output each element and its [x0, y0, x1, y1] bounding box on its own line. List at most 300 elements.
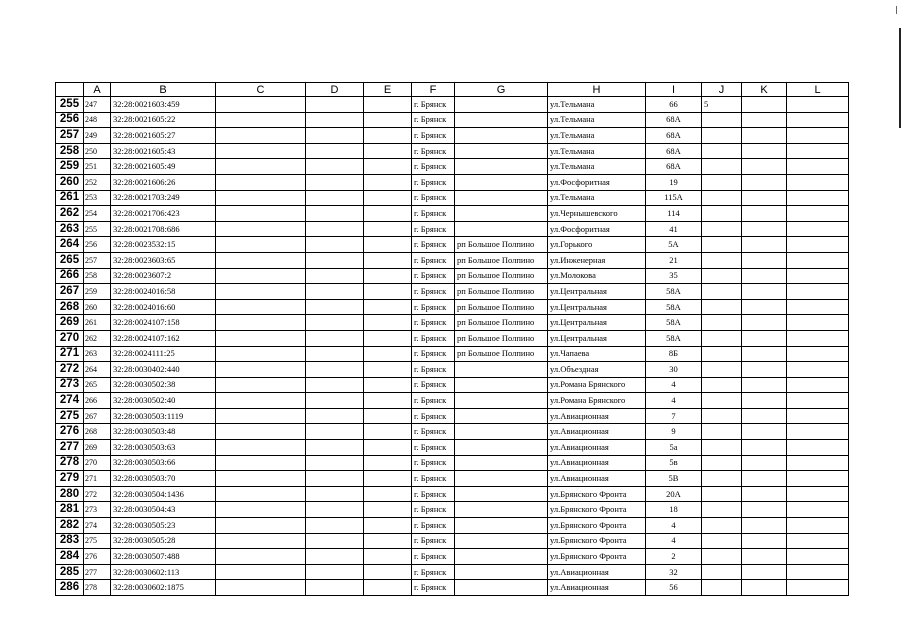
- cell-g[interactable]: рп Большое Полпино: [455, 252, 548, 268]
- cell-g[interactable]: [455, 174, 548, 190]
- cell-l[interactable]: [787, 143, 849, 159]
- row-number-cell[interactable]: 258: [56, 143, 84, 159]
- cell-e[interactable]: [364, 471, 412, 487]
- cell-b[interactable]: 32:28:0030602:113: [111, 564, 216, 580]
- cell-i[interactable]: 58А: [646, 330, 702, 346]
- cell-d[interactable]: [306, 471, 364, 487]
- cell-g[interactable]: [455, 128, 548, 144]
- cell-f[interactable]: г. Брянск: [412, 237, 455, 253]
- column-header-g[interactable]: G: [455, 83, 548, 97]
- cell-l[interactable]: [787, 174, 849, 190]
- cell-e[interactable]: [364, 190, 412, 206]
- cell-j[interactable]: [702, 299, 742, 315]
- cell-g[interactable]: [455, 533, 548, 549]
- cell-i[interactable]: 58А: [646, 315, 702, 331]
- cell-i[interactable]: 19: [646, 174, 702, 190]
- cell-l[interactable]: [787, 580, 849, 596]
- cell-b[interactable]: 32:28:0030503:48: [111, 424, 216, 440]
- cell-h[interactable]: ул.Авиационная: [548, 471, 646, 487]
- cell-c[interactable]: [216, 533, 306, 549]
- cell-c[interactable]: [216, 455, 306, 471]
- cell-j[interactable]: [702, 580, 742, 596]
- cell-b[interactable]: 32:28:0021605:22: [111, 112, 216, 128]
- row-number-cell[interactable]: 266: [56, 268, 84, 284]
- cell-h[interactable]: ул.Горького: [548, 237, 646, 253]
- cell-j[interactable]: [702, 518, 742, 534]
- cell-e[interactable]: [364, 330, 412, 346]
- cell-e[interactable]: [364, 486, 412, 502]
- cell-j[interactable]: [702, 237, 742, 253]
- row-number-cell[interactable]: 269: [56, 315, 84, 331]
- cell-e[interactable]: [364, 362, 412, 378]
- cell-h[interactable]: ул.Тельмана: [548, 190, 646, 206]
- cell-k[interactable]: [742, 284, 787, 300]
- cell-e[interactable]: [364, 221, 412, 237]
- cell-e[interactable]: [364, 455, 412, 471]
- cell-a[interactable]: 263: [84, 346, 111, 362]
- cell-b[interactable]: 32:28:0030505:23: [111, 518, 216, 534]
- cell-b[interactable]: 32:28:0023607:2: [111, 268, 216, 284]
- cell-f[interactable]: г. Брянск: [412, 549, 455, 565]
- cell-d[interactable]: [306, 112, 364, 128]
- cell-l[interactable]: [787, 549, 849, 565]
- cell-e[interactable]: [364, 112, 412, 128]
- cell-a[interactable]: 269: [84, 440, 111, 456]
- cell-h[interactable]: ул.Чернышевского: [548, 206, 646, 222]
- cell-h[interactable]: ул.Авиационная: [548, 580, 646, 596]
- cell-l[interactable]: [787, 377, 849, 393]
- cell-h[interactable]: ул.Инженерная: [548, 252, 646, 268]
- cell-d[interactable]: [306, 221, 364, 237]
- cell-k[interactable]: [742, 268, 787, 284]
- cell-c[interactable]: [216, 362, 306, 378]
- cell-i[interactable]: 4: [646, 377, 702, 393]
- cell-l[interactable]: [787, 268, 849, 284]
- cell-f[interactable]: г. Брянск: [412, 564, 455, 580]
- cell-d[interactable]: [306, 518, 364, 534]
- cell-g[interactable]: рп Большое Полпино: [455, 299, 548, 315]
- row-number-cell[interactable]: 285: [56, 564, 84, 580]
- cell-f[interactable]: г. Брянск: [412, 112, 455, 128]
- cell-b[interactable]: 32:28:0021708:686: [111, 221, 216, 237]
- cell-i[interactable]: 30: [646, 362, 702, 378]
- cell-k[interactable]: [742, 174, 787, 190]
- cell-c[interactable]: [216, 190, 306, 206]
- cell-k[interactable]: [742, 346, 787, 362]
- cell-d[interactable]: [306, 330, 364, 346]
- cell-h[interactable]: ул.Авиационная: [548, 408, 646, 424]
- cell-k[interactable]: [742, 299, 787, 315]
- cell-g[interactable]: [455, 486, 548, 502]
- cell-a[interactable]: 277: [84, 564, 111, 580]
- column-header-c[interactable]: C: [216, 83, 306, 97]
- cell-j[interactable]: [702, 424, 742, 440]
- cell-d[interactable]: [306, 486, 364, 502]
- cell-f[interactable]: г. Брянск: [412, 97, 455, 113]
- cell-f[interactable]: г. Брянск: [412, 455, 455, 471]
- cell-g[interactable]: [455, 549, 548, 565]
- cell-h[interactable]: ул.Объездная: [548, 362, 646, 378]
- cell-b[interactable]: 32:28:0030505:28: [111, 533, 216, 549]
- row-number-cell[interactable]: 277: [56, 440, 84, 456]
- cell-j[interactable]: [702, 549, 742, 565]
- cell-d[interactable]: [306, 533, 364, 549]
- cell-h[interactable]: ул.Центральная: [548, 315, 646, 331]
- row-number-cell[interactable]: 260: [56, 174, 84, 190]
- cell-g[interactable]: [455, 143, 548, 159]
- row-number-cell[interactable]: 279: [56, 471, 84, 487]
- cell-i[interactable]: 5В: [646, 471, 702, 487]
- cell-e[interactable]: [364, 580, 412, 596]
- cell-d[interactable]: [306, 424, 364, 440]
- cell-l[interactable]: [787, 346, 849, 362]
- cell-j[interactable]: [702, 377, 742, 393]
- cell-b[interactable]: 32:28:0030503:63: [111, 440, 216, 456]
- cell-j[interactable]: 5: [702, 97, 742, 113]
- row-number-cell[interactable]: 275: [56, 408, 84, 424]
- cell-a[interactable]: 276: [84, 549, 111, 565]
- cell-j[interactable]: [702, 564, 742, 580]
- cell-f[interactable]: г. Брянск: [412, 268, 455, 284]
- cell-e[interactable]: [364, 159, 412, 175]
- cell-g[interactable]: рп Большое Полпино: [455, 268, 548, 284]
- cell-h[interactable]: ул.Тельмана: [548, 97, 646, 113]
- cell-l[interactable]: [787, 455, 849, 471]
- cell-k[interactable]: [742, 206, 787, 222]
- cell-h[interactable]: ул.Авиационная: [548, 455, 646, 471]
- cell-i[interactable]: 58А: [646, 299, 702, 315]
- cell-e[interactable]: [364, 268, 412, 284]
- cell-f[interactable]: г. Брянск: [412, 518, 455, 534]
- cell-a[interactable]: 256: [84, 237, 111, 253]
- column-header-b[interactable]: B: [111, 83, 216, 97]
- cell-f[interactable]: г. Брянск: [412, 580, 455, 596]
- cell-j[interactable]: [702, 471, 742, 487]
- cell-g[interactable]: рп Большое Полпино: [455, 330, 548, 346]
- cell-l[interactable]: [787, 112, 849, 128]
- cell-a[interactable]: 254: [84, 206, 111, 222]
- cell-b[interactable]: 32:28:0030507:488: [111, 549, 216, 565]
- cell-d[interactable]: [306, 284, 364, 300]
- cell-i[interactable]: 5а: [646, 440, 702, 456]
- cell-d[interactable]: [306, 408, 364, 424]
- cell-l[interactable]: [787, 128, 849, 144]
- cell-k[interactable]: [742, 362, 787, 378]
- cell-f[interactable]: г. Брянск: [412, 393, 455, 409]
- cell-i[interactable]: 5А: [646, 237, 702, 253]
- cell-j[interactable]: [702, 112, 742, 128]
- cell-f[interactable]: г. Брянск: [412, 206, 455, 222]
- cell-f[interactable]: г. Брянск: [412, 346, 455, 362]
- cell-c[interactable]: [216, 315, 306, 331]
- cell-d[interactable]: [306, 174, 364, 190]
- cell-b[interactable]: 32:28:0024016:60: [111, 299, 216, 315]
- cell-i[interactable]: 4: [646, 393, 702, 409]
- cell-f[interactable]: г. Брянск: [412, 424, 455, 440]
- cell-k[interactable]: [742, 486, 787, 502]
- cell-b[interactable]: 32:28:0030503:70: [111, 471, 216, 487]
- cell-f[interactable]: г. Брянск: [412, 362, 455, 378]
- cell-i[interactable]: 66: [646, 97, 702, 113]
- cell-c[interactable]: [216, 549, 306, 565]
- cell-c[interactable]: [216, 206, 306, 222]
- cell-l[interactable]: [787, 221, 849, 237]
- cell-k[interactable]: [742, 315, 787, 331]
- cell-a[interactable]: 266: [84, 393, 111, 409]
- cell-e[interactable]: [364, 518, 412, 534]
- cell-e[interactable]: [364, 237, 412, 253]
- cell-c[interactable]: [216, 471, 306, 487]
- cell-a[interactable]: 261: [84, 315, 111, 331]
- row-number-cell[interactable]: 263: [56, 221, 84, 237]
- cell-d[interactable]: [306, 346, 364, 362]
- cell-d[interactable]: [306, 128, 364, 144]
- cell-g[interactable]: рп Большое Полпино: [455, 284, 548, 300]
- cell-h[interactable]: ул.Авиационная: [548, 440, 646, 456]
- cell-i[interactable]: 20А: [646, 486, 702, 502]
- cell-i[interactable]: 68А: [646, 128, 702, 144]
- cell-e[interactable]: [364, 97, 412, 113]
- cell-b[interactable]: 32:28:0023603:65: [111, 252, 216, 268]
- cell-e[interactable]: [364, 502, 412, 518]
- cell-l[interactable]: [787, 159, 849, 175]
- cell-d[interactable]: [306, 299, 364, 315]
- cell-h[interactable]: ул.Авиационная: [548, 564, 646, 580]
- cell-h[interactable]: ул.Брянского Фронта: [548, 486, 646, 502]
- cell-i[interactable]: 2: [646, 549, 702, 565]
- cell-k[interactable]: [742, 533, 787, 549]
- row-number-cell[interactable]: 276: [56, 424, 84, 440]
- row-number-cell[interactable]: 283: [56, 533, 84, 549]
- cell-k[interactable]: [742, 471, 787, 487]
- cell-k[interactable]: [742, 424, 787, 440]
- cell-d[interactable]: [306, 206, 364, 222]
- cell-j[interactable]: [702, 221, 742, 237]
- cell-j[interactable]: [702, 190, 742, 206]
- cell-g[interactable]: рп Большое Полпино: [455, 315, 548, 331]
- cell-d[interactable]: [306, 564, 364, 580]
- cell-g[interactable]: [455, 455, 548, 471]
- cell-i[interactable]: 21: [646, 252, 702, 268]
- cell-h[interactable]: ул.Романа Брянского: [548, 377, 646, 393]
- cell-k[interactable]: [742, 518, 787, 534]
- cell-i[interactable]: 5в: [646, 455, 702, 471]
- cell-j[interactable]: [702, 393, 742, 409]
- cell-b[interactable]: 32:28:0021706:423: [111, 206, 216, 222]
- cell-j[interactable]: [702, 315, 742, 331]
- cell-a[interactable]: 259: [84, 284, 111, 300]
- cell-h[interactable]: ул.Молокова: [548, 268, 646, 284]
- cell-l[interactable]: [787, 362, 849, 378]
- cell-f[interactable]: г. Брянск: [412, 533, 455, 549]
- cell-b[interactable]: 32:28:0030502:40: [111, 393, 216, 409]
- cell-f[interactable]: г. Брянск: [412, 471, 455, 487]
- cell-h[interactable]: ул.Центральная: [548, 299, 646, 315]
- cell-k[interactable]: [742, 564, 787, 580]
- cell-h[interactable]: ул.Фосфоритная: [548, 221, 646, 237]
- cell-c[interactable]: [216, 330, 306, 346]
- cell-k[interactable]: [742, 190, 787, 206]
- column-header-l[interactable]: L: [787, 83, 849, 97]
- cell-f[interactable]: г. Брянск: [412, 221, 455, 237]
- cell-e[interactable]: [364, 533, 412, 549]
- cell-k[interactable]: [742, 393, 787, 409]
- row-number-cell[interactable]: 273: [56, 377, 84, 393]
- cell-j[interactable]: [702, 455, 742, 471]
- cell-a[interactable]: 250: [84, 143, 111, 159]
- cell-e[interactable]: [364, 174, 412, 190]
- cell-e[interactable]: [364, 440, 412, 456]
- cell-b[interactable]: 32:28:0030502:38: [111, 377, 216, 393]
- cell-f[interactable]: г. Брянск: [412, 190, 455, 206]
- cell-d[interactable]: [306, 455, 364, 471]
- row-number-cell[interactable]: 282: [56, 518, 84, 534]
- cell-d[interactable]: [306, 252, 364, 268]
- cell-f[interactable]: г. Брянск: [412, 143, 455, 159]
- cell-b[interactable]: 32:28:0024016:58: [111, 284, 216, 300]
- cell-c[interactable]: [216, 299, 306, 315]
- row-number-cell[interactable]: 257: [56, 128, 84, 144]
- cell-k[interactable]: [742, 97, 787, 113]
- cell-a[interactable]: 251: [84, 159, 111, 175]
- row-number-cell[interactable]: 272: [56, 362, 84, 378]
- cell-b[interactable]: 32:28:0024107:162: [111, 330, 216, 346]
- cell-d[interactable]: [306, 440, 364, 456]
- cell-j[interactable]: [702, 284, 742, 300]
- cell-j[interactable]: [702, 159, 742, 175]
- cell-h[interactable]: ул.Фосфоритная: [548, 174, 646, 190]
- cell-g[interactable]: [455, 393, 548, 409]
- cell-a[interactable]: 262: [84, 330, 111, 346]
- cell-j[interactable]: [702, 440, 742, 456]
- cell-f[interactable]: г. Брянск: [412, 284, 455, 300]
- cell-j[interactable]: [702, 346, 742, 362]
- cell-a[interactable]: 275: [84, 533, 111, 549]
- cell-f[interactable]: г. Брянск: [412, 377, 455, 393]
- cell-g[interactable]: [455, 408, 548, 424]
- cell-k[interactable]: [742, 330, 787, 346]
- cell-i[interactable]: 18: [646, 502, 702, 518]
- cell-g[interactable]: рп Большое Полпино: [455, 346, 548, 362]
- cell-a[interactable]: 265: [84, 377, 111, 393]
- cell-b[interactable]: 32:28:0030504:43: [111, 502, 216, 518]
- cell-d[interactable]: [306, 393, 364, 409]
- cell-e[interactable]: [364, 299, 412, 315]
- cell-j[interactable]: [702, 533, 742, 549]
- cell-e[interactable]: [364, 549, 412, 565]
- cell-i[interactable]: 35: [646, 268, 702, 284]
- cell-j[interactable]: [702, 174, 742, 190]
- cell-d[interactable]: [306, 315, 364, 331]
- cell-b[interactable]: 32:28:0030504:1436: [111, 486, 216, 502]
- cell-l[interactable]: [787, 190, 849, 206]
- cell-l[interactable]: [787, 330, 849, 346]
- cell-a[interactable]: 252: [84, 174, 111, 190]
- cell-a[interactable]: 272: [84, 486, 111, 502]
- cell-c[interactable]: [216, 284, 306, 300]
- cell-g[interactable]: [455, 471, 548, 487]
- cell-a[interactable]: 253: [84, 190, 111, 206]
- cell-a[interactable]: 260: [84, 299, 111, 315]
- row-number-cell[interactable]: 278: [56, 455, 84, 471]
- cell-g[interactable]: [455, 112, 548, 128]
- cell-b[interactable]: 32:28:0021603:459: [111, 97, 216, 113]
- cell-l[interactable]: [787, 486, 849, 502]
- cell-a[interactable]: 268: [84, 424, 111, 440]
- cell-h[interactable]: ул.Тельмана: [548, 112, 646, 128]
- cell-d[interactable]: [306, 190, 364, 206]
- cell-h[interactable]: ул.Центральная: [548, 330, 646, 346]
- cell-g[interactable]: [455, 362, 548, 378]
- cell-k[interactable]: [742, 237, 787, 253]
- cell-k[interactable]: [742, 549, 787, 565]
- cell-g[interactable]: рп Большое Полпино: [455, 237, 548, 253]
- cell-k[interactable]: [742, 440, 787, 456]
- cell-h[interactable]: ул.Авиационная: [548, 424, 646, 440]
- cell-d[interactable]: [306, 580, 364, 596]
- cell-e[interactable]: [364, 424, 412, 440]
- cell-c[interactable]: [216, 408, 306, 424]
- cell-c[interactable]: [216, 518, 306, 534]
- cell-b[interactable]: 32:28:0021703:249: [111, 190, 216, 206]
- cell-h[interactable]: ул.Тельмана: [548, 143, 646, 159]
- row-number-cell[interactable]: 262: [56, 206, 84, 222]
- cell-k[interactable]: [742, 112, 787, 128]
- cell-d[interactable]: [306, 97, 364, 113]
- cell-h[interactable]: ул.Брянского Фронта: [548, 549, 646, 565]
- row-number-cell[interactable]: 284: [56, 549, 84, 565]
- cell-h[interactable]: ул.Брянского Фронта: [548, 502, 646, 518]
- cell-c[interactable]: [216, 268, 306, 284]
- cell-f[interactable]: г. Брянск: [412, 502, 455, 518]
- cell-d[interactable]: [306, 377, 364, 393]
- cell-g[interactable]: [455, 440, 548, 456]
- row-number-cell[interactable]: 281: [56, 502, 84, 518]
- cell-a[interactable]: 258: [84, 268, 111, 284]
- row-number-cell[interactable]: 265: [56, 252, 84, 268]
- cell-l[interactable]: [787, 564, 849, 580]
- row-number-cell[interactable]: 286: [56, 580, 84, 596]
- cell-f[interactable]: г. Брянск: [412, 440, 455, 456]
- cell-k[interactable]: [742, 128, 787, 144]
- cell-f[interactable]: г. Брянск: [412, 330, 455, 346]
- row-number-cell[interactable]: 268: [56, 299, 84, 315]
- cell-d[interactable]: [306, 143, 364, 159]
- cell-j[interactable]: [702, 362, 742, 378]
- cell-a[interactable]: 255: [84, 221, 111, 237]
- cell-e[interactable]: [364, 315, 412, 331]
- cell-h[interactable]: ул.Чапаева: [548, 346, 646, 362]
- cell-g[interactable]: [455, 97, 548, 113]
- cell-c[interactable]: [216, 221, 306, 237]
- cell-l[interactable]: [787, 393, 849, 409]
- cell-e[interactable]: [364, 284, 412, 300]
- cell-a[interactable]: 267: [84, 408, 111, 424]
- cell-k[interactable]: [742, 377, 787, 393]
- row-number-cell[interactable]: 274: [56, 393, 84, 409]
- row-number-cell[interactable]: 255: [56, 97, 84, 113]
- cell-h[interactable]: ул.Тельмана: [548, 159, 646, 175]
- cell-c[interactable]: [216, 377, 306, 393]
- cell-e[interactable]: [364, 564, 412, 580]
- cell-e[interactable]: [364, 377, 412, 393]
- cell-l[interactable]: [787, 424, 849, 440]
- cell-c[interactable]: [216, 252, 306, 268]
- column-header-f[interactable]: F: [412, 83, 455, 97]
- cell-k[interactable]: [742, 221, 787, 237]
- cell-k[interactable]: [742, 143, 787, 159]
- cell-g[interactable]: [455, 424, 548, 440]
